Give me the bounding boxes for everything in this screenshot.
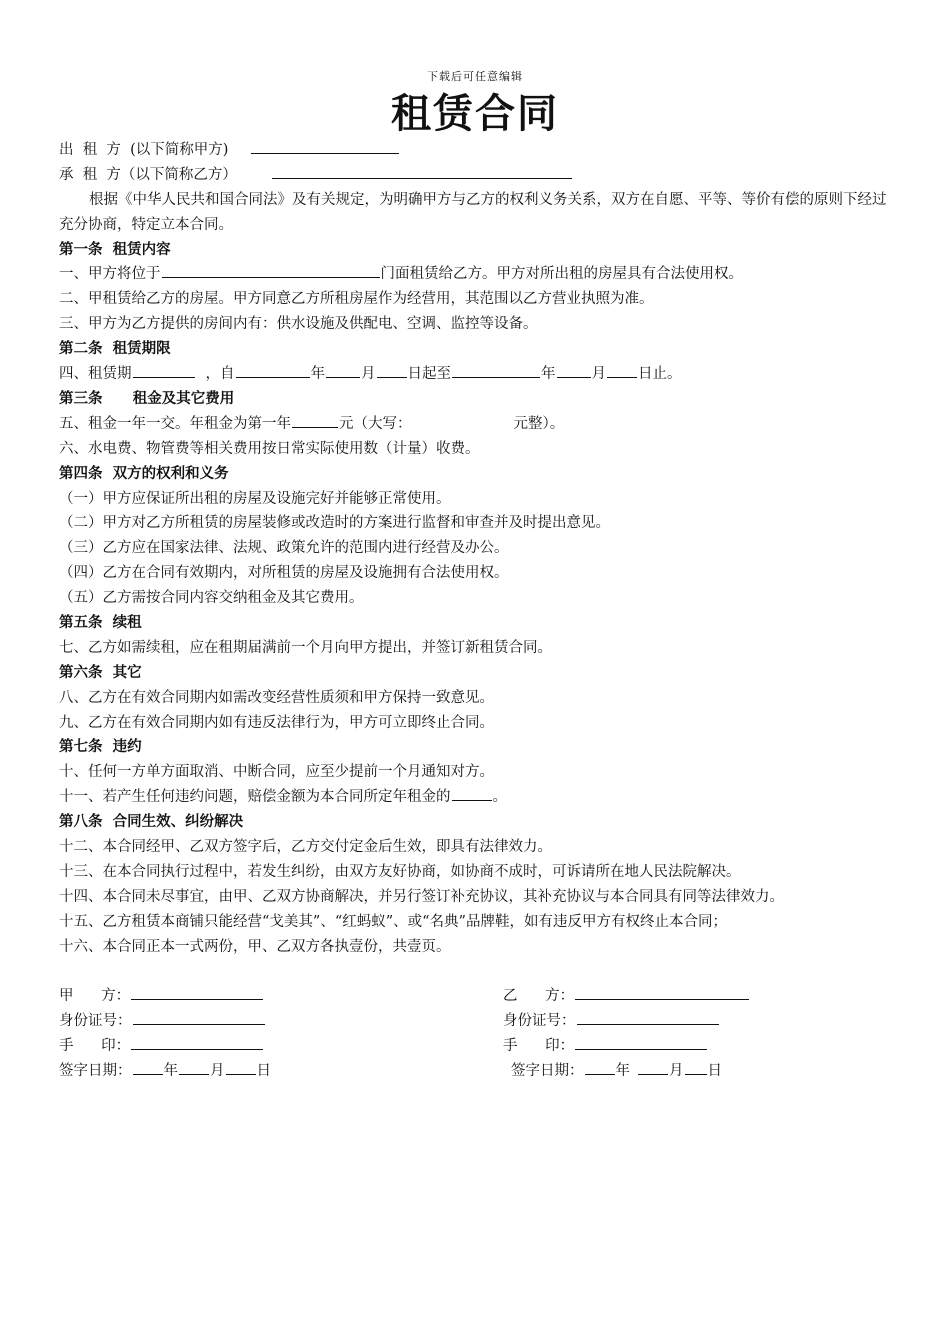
start-month-field[interactable] [326,362,360,378]
rights-item: （三）乙方应在国家法律、法规、政策允许的范围内进行经营及办公。 [59,540,509,557]
article-3-heading: 第三条 租金及其它费用 [59,390,235,407]
party-b-signature [503,984,750,1009]
party-b-id-label: 身份证号： [503,1013,576,1029]
clause-14: 十四、本合同未尽事宜，由甲、乙双方协商解决，并另行签订补充协议，其补充协议与本合同具有同等法律效力。 [59,888,784,905]
clause-10: 十、任何一方单方面取消、中断合同，应至少提前一个月通知对方。 [59,764,494,781]
party-a-id [59,1009,266,1034]
end-month-field[interactable] [557,362,591,378]
preamble-paragraph: 根据《中华人民共和国合同法》及有关规定，为明确甲方与乙方的权利义务关系，双方在自愿、平等、等价有偿的原则下经过充分协商，特定立本合同。 [59,191,887,233]
clause-11-text-a: 十一、若产生任何违约问题，赔偿金额为本合同所定年租金的 [59,789,451,806]
signature-id-row [59,1009,891,1034]
start-year-field[interactable] [236,362,310,378]
start-day-label: 日起至 [407,366,451,383]
article-2-heading: 第二条 租赁期限 [59,341,171,358]
clause-5-text-a: 五、租金一年一交。年租金为第一年 [59,415,291,432]
party-a-month-field[interactable] [179,1059,209,1075]
article-1-heading: 第一条 租赁内容 [59,241,171,258]
party-b-handprint-field[interactable] [575,1034,707,1050]
party-b-name-field[interactable] [575,984,749,1000]
party-a-signature [59,984,264,1009]
clause-5-text-c: 元整）。 [513,415,565,432]
clause-16: 十六、本合同正本一式两份，甲、乙双方各执壹份，共壹页。 [59,938,451,955]
clause-3: 三、甲方为乙方提供的房间内有：供水设施及供配电、空调、监控等设备。 [59,316,538,333]
end-year-field[interactable] [452,362,540,378]
clause-4-text-b: ，自 [205,366,235,383]
party-a-label: 甲 方： [59,988,131,1004]
party-a-year-field[interactable] [133,1059,163,1075]
download-note: 下载后可任意编辑 [427,70,523,83]
clause-4-text-a: 四、租赁期 [59,366,132,383]
party-b-date [511,1059,722,1084]
day-label: 日 [256,1063,271,1079]
article-8-heading: 第八条 合同生效、纠纷解决 [59,814,244,831]
clause-4 [59,362,891,387]
party-b-id [503,1009,720,1034]
start-month-label: 月 [361,366,376,383]
party-a-handprint-field[interactable] [131,1034,263,1050]
end-day-label: 日止。 [638,366,682,383]
clause-2: 二、甲租赁给乙方的房屋。甲方同意乙方所租房屋作为经营用，其范围以乙方营业执照为准。 [59,291,654,308]
party-b-year-field[interactable] [585,1059,615,1075]
party-a-handprint [59,1034,264,1059]
annual-rent-field[interactable] [292,412,338,428]
party-b-month-field[interactable] [638,1059,668,1075]
signature-date-row [59,1059,891,1084]
start-day-field[interactable] [377,362,407,378]
clause-15: 十五、乙方租赁本商铺只能经营“戈美其”、“红蚂蚁”、或“名典”品牌鞋，如有违反甲方有权终止本合同； [59,913,727,930]
party-b-handprint-label: 手 印： [503,1038,575,1054]
clause-7: 七、乙方如需续租，应在租期届满前一个月向甲方提出，并签订新租赁合同。 [59,639,552,656]
year-label: 年 [163,1063,178,1079]
end-month-label: 月 [591,366,606,383]
clause-11-text-b: 。 [492,789,507,806]
lessor-name-field[interactable] [251,138,399,154]
article-6-heading: 第六条 其它 [59,664,142,681]
clause-5 [59,412,891,437]
party-a-date [59,1059,271,1084]
end-year-label: 年 [541,366,556,383]
start-year-label: 年 [310,366,325,383]
month-label: 月 [669,1063,684,1079]
signature-party-row [59,984,891,1009]
clause-11 [59,785,891,810]
clause-9: 九、乙方在有效合同期内如有违反法律行为，甲方可立即终止合同。 [59,714,494,731]
party-a-id-label: 身份证号： [59,1013,132,1029]
lease-term-field[interactable] [133,362,195,378]
clause-13: 十三、在本合同执行过程中，若发生纠纷，由双方友好协商，如协商不成时，可诉请所在地人民法院解决。 [59,863,741,880]
rights-item: （一）甲方应保证所出租的房屋及设施完好并能够正常使用。 [59,490,451,507]
year-label: 年 [615,1063,630,1079]
article-5-heading: 第五条 续租 [59,614,142,631]
clause-6: 六、水电费、物管费等相关费用按日常实际使用数（计量）收费。 [59,440,480,457]
signature-block [59,984,891,1084]
clause-5-text-b: 元（大写： [339,415,412,432]
party-a-id-field[interactable] [133,1009,265,1025]
party-b-handprint [503,1034,708,1059]
lessor-line [59,138,891,163]
clause-12: 十二、本合同经甲、乙双方签字后，乙方交付定金后生效，即具有法律效力。 [59,838,552,855]
article-4-heading: 第四条 双方的权利和义务 [59,465,229,482]
lessee-name-field[interactable] [272,163,572,179]
party-a-handprint-label: 手 印： [59,1038,131,1054]
shop-location-field[interactable] [162,262,380,278]
party-b-date-label: 签字日期： [511,1063,584,1079]
article-7-heading: 第七条 违约 [59,739,142,756]
contract-title: 租赁合同 [391,91,559,137]
party-a-date-label: 签字日期： [59,1063,132,1079]
clause-1-text-a: 一、甲方将位于 [59,266,161,283]
end-day-field[interactable] [607,362,637,378]
clause-1 [59,262,891,287]
month-label: 月 [210,1063,225,1079]
rights-item: （四）乙方在合同有效期内，对所租赁的房屋及设施拥有合法使用权。 [59,565,509,582]
contract-body [59,138,891,959]
party-b-day-field[interactable] [685,1059,707,1075]
party-b-id-field[interactable] [577,1009,719,1025]
lessee-line [59,163,891,188]
rights-item: （二）甲方对乙方所租赁的房屋装修或改造时的方案进行监督和审查并及时提出意见。 [59,515,610,532]
party-a-name-field[interactable] [131,984,263,1000]
lessee-label: 承 租 方（以下简称乙方） [59,166,237,183]
clause-1-text-b: 门面租赁给乙方。甲方对所出租的房屋具有合法使用权。 [380,266,743,283]
rights-item: （五）乙方需按合同内容交纳租金及其它费用。 [59,590,364,607]
lessor-label: 出 租 方 (以下简称甲方) [59,142,229,158]
signature-handprint-row [59,1034,891,1059]
party-b-label: 乙 方： [503,988,575,1004]
day-label: 日 [707,1063,722,1079]
party-a-day-field[interactable] [226,1059,256,1075]
penalty-ratio-field[interactable] [452,785,492,801]
clause-8: 八、乙方在有效合同期内如需改变经营性质须和甲方保持一致意见。 [59,689,494,706]
